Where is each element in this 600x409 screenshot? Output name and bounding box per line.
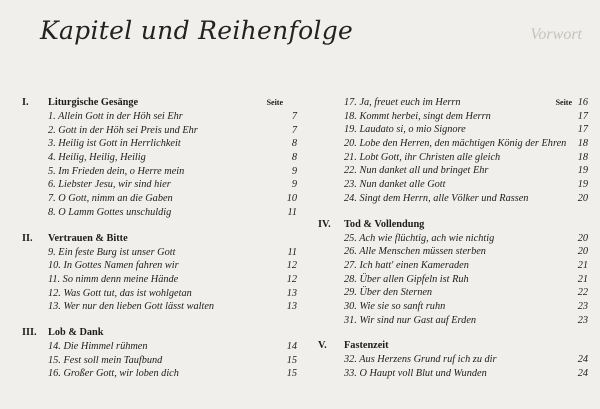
song-title: 12. Was Gott tut, das ist wohlgetan [48, 287, 192, 299]
page-number: 23 [577, 314, 588, 326]
toc-entry [22, 300, 297, 314]
bleed-through-title: Vorwort [530, 26, 582, 43]
page-number: 18 [577, 151, 588, 163]
page-number: 13 [286, 301, 297, 313]
page-number: 21 [577, 259, 588, 271]
page-title: Kapitel und Reihenfolge [40, 16, 354, 45]
song-title: 3. Heilig ist Gott in Herrlichkeit [48, 138, 181, 150]
section-number: II. [22, 232, 33, 244]
song-title: 15. Fest soll mein Taufbund [48, 354, 163, 366]
spacer [318, 327, 588, 339]
section-number: I. [22, 97, 29, 108]
song-title: 16. Großer Gott, wir loben dich [48, 368, 179, 380]
song-title: 2. Gott in der Höh sei Preis und Ehr [48, 124, 198, 136]
song-title: 21. Lobt Gott, ihr Christen alle gleich [344, 151, 501, 163]
page-number: 20 [577, 232, 588, 244]
seite-label: Seite [266, 98, 283, 107]
song-title: 33. O Haupt voll Blut und Wunden [344, 368, 487, 379]
section-name: Vertrauen & Bitte [48, 232, 128, 244]
page-number: 8 [291, 138, 297, 150]
toc-entry [318, 273, 588, 287]
section-heading [22, 96, 297, 110]
toc-entry [318, 164, 588, 178]
toc-entry [318, 367, 588, 381]
song-title: 18. Kommt herbei, singt dem Herrn [344, 110, 491, 122]
toc-entry [22, 151, 297, 165]
page-number: 7 [291, 124, 297, 136]
toc-entry [22, 273, 297, 287]
toc-left-column [22, 96, 297, 381]
toc-entry [318, 151, 588, 165]
song-title: 8. O Lamm Gottes unschuldig [48, 206, 172, 218]
song-title: 28. Über allen Gipfeln ist Ruh [344, 273, 469, 285]
seite-label: Seite [555, 98, 572, 107]
toc-entry [22, 124, 297, 138]
toc-entry [318, 232, 588, 246]
page-number: 24 [577, 354, 588, 366]
toc-entry [318, 192, 588, 206]
page-number: 22 [577, 287, 588, 299]
page-number: 19 [577, 165, 588, 177]
song-title: 1. Allein Gott in der Höh sei Ehr [48, 111, 183, 122]
spacer [318, 206, 588, 218]
song-title: 25. Ach wie flüchtig, ach wie nichtig [344, 232, 495, 244]
toc-entry [318, 137, 588, 151]
page-number: 21 [577, 273, 588, 285]
song-title: 9. Ein feste Burg ist unser Gott [48, 246, 176, 258]
song-title: 32. Aus Herzens Grund ruf ich zu dir [344, 354, 497, 366]
toc-entry [318, 178, 588, 192]
page-number: 9 [291, 165, 297, 177]
section-heading [318, 218, 588, 232]
section-name: Liturgische Gesänge [48, 97, 139, 108]
page-number: 19 [577, 179, 588, 191]
song-title: 7. O Gott, nimm an die Gaben [48, 193, 173, 205]
section-number: IV. [318, 218, 331, 230]
toc-entry [22, 110, 297, 124]
toc-entry [318, 259, 588, 273]
song-title: 5. Im Frieden dein, o Herre mein [48, 165, 185, 177]
page-number: 13 [286, 287, 297, 299]
page-number: 24 [577, 368, 588, 379]
toc-entry [318, 96, 588, 110]
page-number: 15 [286, 354, 297, 366]
song-title: 20. Lobe den Herren, den mächtigen König der Ehren [344, 138, 567, 150]
section-heading [318, 339, 588, 353]
song-title: 13. Wer nur den lieben Gott lässt walten [48, 301, 215, 313]
section-number: V. [318, 340, 327, 352]
page-number: 12 [286, 260, 297, 272]
toc-entry [22, 178, 297, 192]
toc-entry [318, 110, 588, 124]
toc-entry [22, 259, 297, 273]
song-title: 30. Wie sie so sanft ruhn [344, 300, 446, 312]
toc-entry [318, 300, 588, 314]
song-title: 29. Über den Sternen [344, 287, 433, 299]
song-title: 4. Heilig, Heilig, Heilig [48, 152, 146, 164]
toc-entry [22, 137, 297, 151]
page-number: 10 [286, 193, 297, 205]
page-number: 9 [291, 179, 297, 191]
section-name: Fastenzeit [344, 340, 389, 352]
song-title: 17. Ja, freuet euch im Herrn [344, 97, 461, 108]
toc-entry [22, 354, 297, 368]
toc-entry [22, 367, 297, 381]
section-heading [22, 232, 297, 246]
page-number: 14 [286, 340, 297, 352]
page-number: 8 [291, 152, 297, 164]
toc-entry [22, 340, 297, 354]
section-name: Tod & Vollendung [344, 218, 425, 230]
toc-entry [22, 246, 297, 260]
section-number: III. [22, 326, 37, 338]
page-number: 16 [577, 97, 588, 108]
song-title: 10. In Gottes Namen fahren wir [48, 260, 179, 272]
toc-entry [318, 314, 588, 328]
toc-entry [318, 353, 588, 367]
page-number: 20 [577, 246, 588, 258]
page-number: 20 [577, 192, 588, 204]
toc-entry [22, 192, 297, 206]
toc-entry [22, 165, 297, 179]
toc-entry [22, 206, 297, 220]
song-title: 31. Wir sind nur Gast auf Erden [344, 314, 477, 326]
song-title: 6. Liebster Jesu, wir sind hier [48, 179, 171, 191]
page-number: 11 [287, 206, 297, 218]
song-title: 26. Alle Menschen müssen sterben [344, 246, 486, 258]
page-number: 7 [291, 111, 297, 122]
toc-entry [318, 286, 588, 300]
song-title: 24. Singt dem Herrn, alle Völker und Rassen [344, 192, 529, 204]
toc-right-column [318, 96, 588, 381]
section-name: Lob & Dank [48, 326, 104, 338]
page-number: 15 [286, 368, 297, 380]
song-title: 14. Die Himmel rühmen [48, 340, 148, 352]
page-number: 17 [577, 124, 588, 136]
toc-entry [318, 245, 588, 259]
toc-entry [318, 123, 588, 137]
song-title: 19. Laudato si, o mio Signore [344, 124, 466, 136]
spacer [22, 314, 297, 326]
song-title: 27. Ich hatt' einen Kameraden [344, 259, 469, 271]
page-number: 11 [287, 246, 297, 258]
song-title: 22. Nun danket all und bringet Ehr [344, 165, 489, 177]
page-number: 17 [577, 110, 588, 122]
section-heading [22, 326, 297, 340]
toc-entry [22, 287, 297, 301]
song-title: 11. So nimm denn meine Hände [48, 273, 179, 285]
page-number: 18 [577, 138, 588, 150]
page-number: 23 [577, 300, 588, 312]
page-number: 12 [286, 273, 297, 285]
spacer [22, 220, 297, 232]
song-title: 23. Nun danket alle Gott [344, 179, 446, 191]
